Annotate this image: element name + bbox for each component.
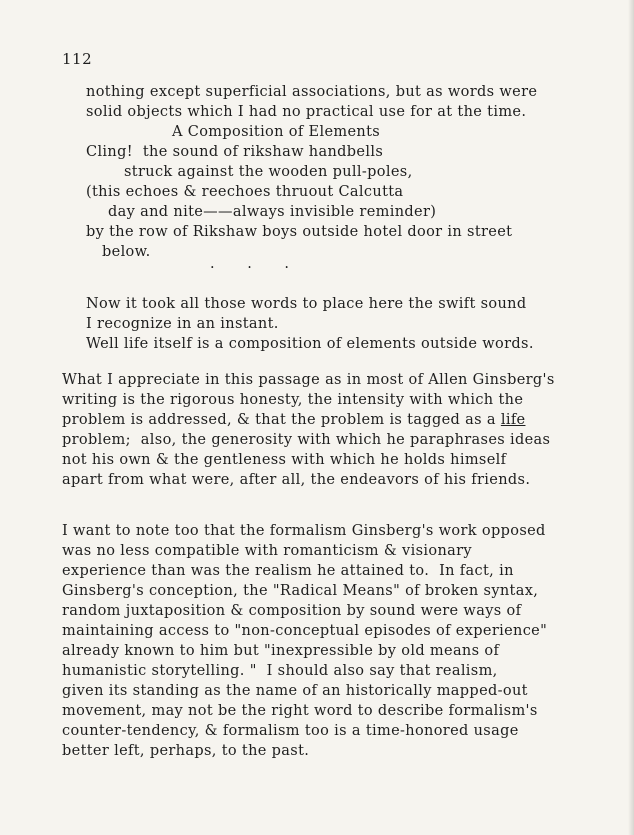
coda-line-2: I recognize in an instant. — [86, 316, 279, 332]
para2-line-7: already known to him but "inexpressible by old means of — [62, 643, 500, 659]
poem-line-1: Cling! the sound of rikshaw handbells — [86, 144, 384, 160]
para2-line-1: I want to note too that the formalism Ginsberg's work opposed — [62, 523, 546, 539]
page-number: 112 — [62, 50, 93, 68]
para1-line-5: not his own & the gentleness with which he holds himself — [62, 452, 507, 468]
para2-line-10: movement, may not be the right word to describe formalism's — [62, 703, 538, 719]
para1-line-6: apart from what were, after all, the endeavors of his friends. — [62, 472, 531, 488]
para2-line-8: humanistic storytelling. " I should also say that realism, — [62, 663, 498, 679]
quote-intro-line-1: nothing except superficial associations, but as words were — [86, 84, 538, 100]
para2-line-11: counter-tendency, & formalism too is a time-honored usage — [62, 723, 519, 739]
para2-line-9: given its standing as the name of an historically mapped-out — [62, 683, 528, 699]
para2-line-3: experience than was the realism he attained to. In fact, in — [62, 563, 514, 579]
para2-line-5: random juxtaposition & composition by sound were ways of — [62, 603, 522, 619]
poem-line-3: (this echoes & reechoes thruout Calcutta — [86, 184, 404, 200]
para2-line-6: maintaining access to "non-conceptual episodes of experience" — [62, 623, 548, 639]
poem-line-5: by the row of Rikshaw boys outside hotel door in street — [86, 224, 513, 240]
para1-line-3-text: problem is addressed, & that the problem is tagged as a — [62, 412, 501, 428]
coda-line-3: Well life itself is a composition of elements outside words. — [86, 336, 534, 352]
para1-line-3 — [62, 410, 525, 430]
quote-intro-line-2: solid objects which I had no practical use for at the time. — [86, 104, 527, 120]
para1-line-2: writing is the rigorous honesty, the intensity with which the — [62, 392, 524, 408]
poem-line-6: below. — [102, 244, 151, 260]
para1-line-1: What I appreciate in this passage as in most of Allen Ginsberg's — [62, 372, 555, 388]
poem-line-4: day and nite——always invisible reminder) — [108, 204, 437, 220]
coda-line-1: Now it took all those words to place here the swift sound — [86, 296, 527, 312]
underlined-word-life: life — [500, 412, 526, 428]
page-edge-shadow — [628, 0, 634, 835]
ellipsis-separator: · · · — [210, 260, 304, 276]
poem-title: A Composition of Elements — [172, 124, 381, 140]
para2-line-4: Ginsberg's conception, the "Radical Means" of broken syntax, — [62, 583, 539, 599]
para2-line-12: better left, perhaps, to the past. — [62, 743, 310, 759]
para2-line-2: was no less compatible with romanticism & visionary — [62, 543, 472, 559]
para1-line-4: problem; also, the generosity with which he paraphrases ideas — [62, 432, 551, 448]
poem-line-2: struck against the wooden pull-poles, — [124, 164, 413, 180]
